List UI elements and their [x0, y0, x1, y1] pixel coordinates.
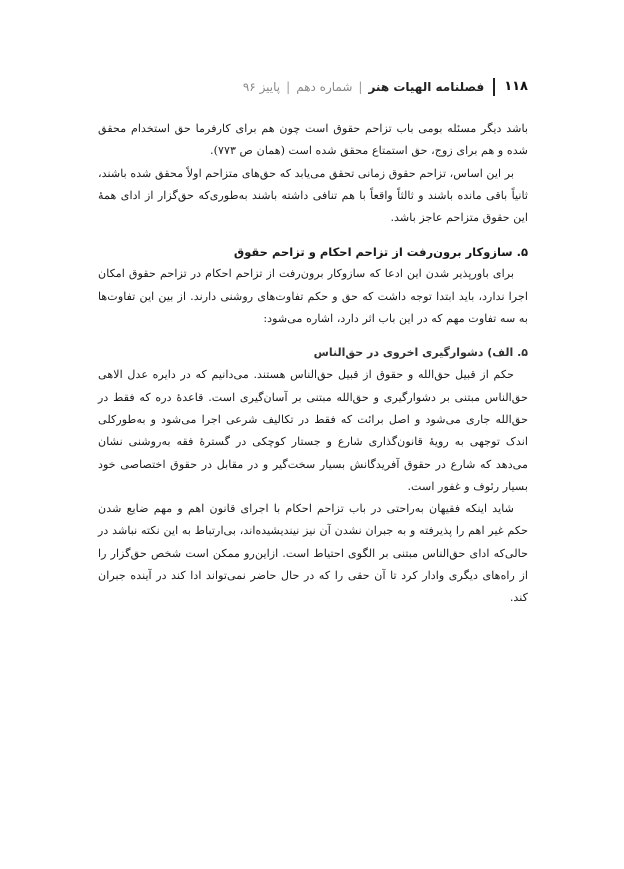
section-heading: ۵. سازوکار برون‌رفت از تزاحم احکام و تزاحم حقوق — [233, 245, 528, 260]
paragraph: برای باورپذیر شدن این ادعا که سازوکار برون‌رفت از تزاحم احکام در تزاحم حقوق امکان اجرا ندارد، باید ابتدا توجه داشت که حق و حکم تفاوت‌های روشنی دارند. از بین این تفاوت‌ها به سه تفاوت مهم که در این باب اثر دارد، اشاره می‌شود: — [98, 267, 528, 326]
paragraph: باشد دیگر مسئله بومی باب تزاحم حقوق است چون هم برای کارفرما حق استخدام محقق شده و هم برای زوج، حق استمتاع محقق شده است (همان ص ۷۷۳). — [98, 122, 528, 158]
header-divider — [493, 78, 495, 96]
issue-number: شماره دهم — [296, 80, 353, 94]
paragraph: بر این اساس، تزاحم حقوق زمانی تحقق می‌یابد که حق‌های متزاحم اولاً محقق شده باشند، ثانیاً باقی مانده باشند و ثالثاً واقعاً با هم تنافی داشته باشند به‌طوری‌که حق‌گزار از ادای همهٔ این حقوق متزاحم عاجز باشد. — [98, 166, 528, 225]
main-text — [98, 118, 528, 610]
page-number: ۱۱۸ — [504, 79, 528, 94]
page-header — [243, 78, 528, 96]
issue-season: پاییز ۹۶ — [242, 80, 281, 94]
paragraph: حکم از قبیل حق‌الله و حقوق از قبیل حق‌الناس هستند. می‌دانیم که در دایره عدل الاهی حق‌الناس مبتنی بر دشوارگیری و حق‌الله مبتنی بر آسان‌گیری است. قاعدهٔ دره که فقط در حق‌الله جاری می‌شود و اصل برائت که فقط در تکالیف شرعی اجرا می‌شود و به‌طورکلی اندک توجهی به رویهٔ قانون‌گذاری شارع و جستار کوچکی در گسترهٔ فقه به‌روشنی نشان می‌دهد که شارع در حقوق آفریدگانش بسیار سخت‌گیر و در مقابل در حقوق اختصاصی خود بسیار رئوف و غفور است. — [98, 368, 528, 493]
header-separator: | — [358, 80, 363, 94]
header-separator: | — [286, 80, 291, 94]
subsection-heading: ۵. الف) دشوارگیری اخروی در حق‌الناس — [313, 346, 528, 360]
journal-title: فصلنامه الهیات هنر — [368, 80, 485, 94]
paragraph: شاید اینکه فقیهان به‌راحتی در باب تزاحم احکام با اجرای قانون اهم و مهم ضایع شدن حکم غیر اهم را پذیرفته و به جبران نشدن آن نیز نیندیشیده‌اند، بی‌ارتباط به این نکته نباشد در حالی‌که ادای حق‌الناس مبتنی بر الگوی احتیاط است. ازاین‌رو ممکن است شخص حق‌گزار را از راه‌های دیگری وادار کرد تا آن حقی را که در حال حاضر نمی‌تواند ادا کند در آینده جبران کند. — [98, 502, 528, 605]
